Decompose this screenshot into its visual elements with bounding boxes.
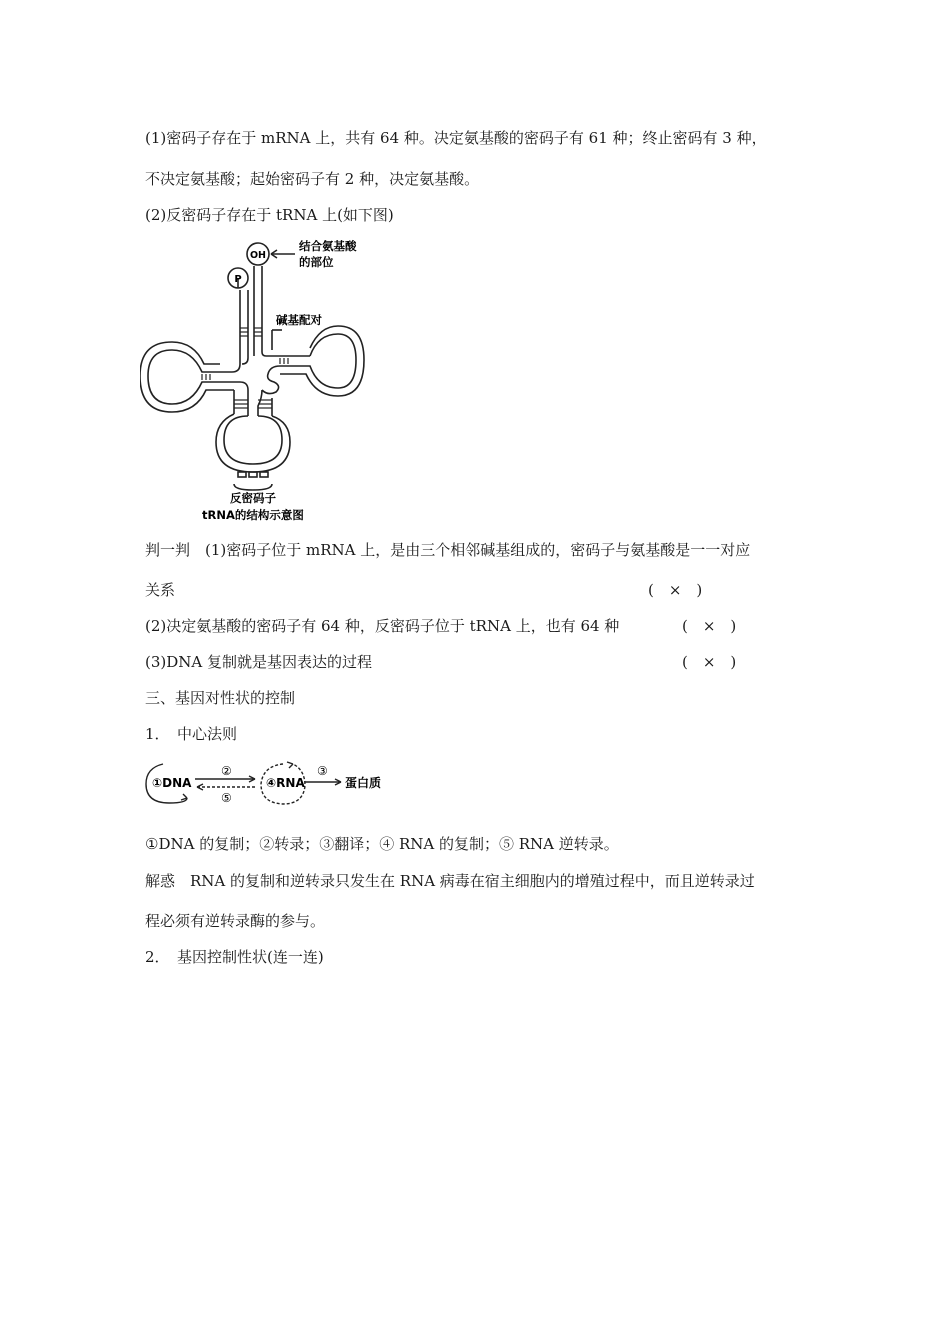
judge-q1-line-1: 判一判 (1)密码子位于 mRNA 上，是由三个相邻碱基组成的，密码子与氨基酸是一一对应 xyxy=(145,541,751,559)
central-dogma-item: 1． 中心法则 xyxy=(145,725,238,743)
anticodon-line: (2)反密码子存在于 tRNA 上(如下图) xyxy=(145,206,394,224)
anticodon-label: 反密码子 xyxy=(230,491,276,505)
judge-q1-answer: ( × ) xyxy=(648,581,703,599)
translation-number: ③ xyxy=(317,764,328,778)
oh-label: OH xyxy=(249,250,267,261)
rna-label: ④RNA xyxy=(266,776,305,790)
p-label: P xyxy=(234,274,242,285)
judge-q3-answer: ( × ) xyxy=(682,653,737,671)
trna-structure-diagram xyxy=(140,238,380,528)
amino-site-label-1: 结合氨基酸 xyxy=(299,239,357,253)
judge-q3: (3)DNA 复制就是基因表达的过程 xyxy=(145,653,373,671)
explain-line-1: 解惑 RNA 的复制和逆转录只发生在 RNA 病毒在宿主细胞内的增殖过程中，而且逆转录过 xyxy=(145,872,755,890)
t-arm-loop xyxy=(262,334,356,394)
section3-heading: 三、基因对性状的控制 xyxy=(145,689,296,707)
codon-line-2: 不决定氨基酸；起始密码子有 2 种，决定氨基酸。 xyxy=(145,170,480,188)
base-pairing-label: 碱基配对 xyxy=(276,313,322,327)
amino-site-label-2: 的部位 xyxy=(299,255,334,269)
central-dogma-diagram xyxy=(143,758,393,810)
explain-line-2: 程必须有逆转录酶的参与。 xyxy=(145,912,326,930)
anticodon-loop xyxy=(224,416,282,464)
trna-caption: tRNA的结构示意图 xyxy=(202,508,304,522)
d-arm-loop xyxy=(148,350,248,404)
reverse-transcription-number: ⑤ xyxy=(221,791,232,805)
acceptor-stem-left xyxy=(220,290,240,372)
anticodon-bracket xyxy=(234,484,272,490)
judge-q2: (2)决定氨基酸的密码子有 64 种，反密码子位于 tRNA 上，也有 64 种 xyxy=(145,617,620,635)
gene-trait-item: 2． 基因控制性状(连一连) xyxy=(145,948,324,966)
acceptor-stem-inner-right xyxy=(262,266,310,356)
acceptor-stem-inner-left xyxy=(242,290,248,364)
judge-q2-answer: ( × ) xyxy=(682,617,737,635)
protein-label: 蛋白质 xyxy=(345,776,382,790)
dna-label: ①DNA xyxy=(152,776,192,790)
central-dogma-legend: ①DNA 的复制；②转录；③翻译；④ RNA 的复制；⑤ RNA 逆转录。 xyxy=(145,835,619,853)
transcription-number: ② xyxy=(221,764,232,778)
anticodon-bases xyxy=(238,472,268,477)
codon-line-1: (1)密码子存在于 mRNA 上，共有 64 种。决定氨基酸的密码子有 61 种；终止密码有 3 种， xyxy=(145,129,767,147)
judge-q1-line-2: 关系 xyxy=(145,581,176,599)
